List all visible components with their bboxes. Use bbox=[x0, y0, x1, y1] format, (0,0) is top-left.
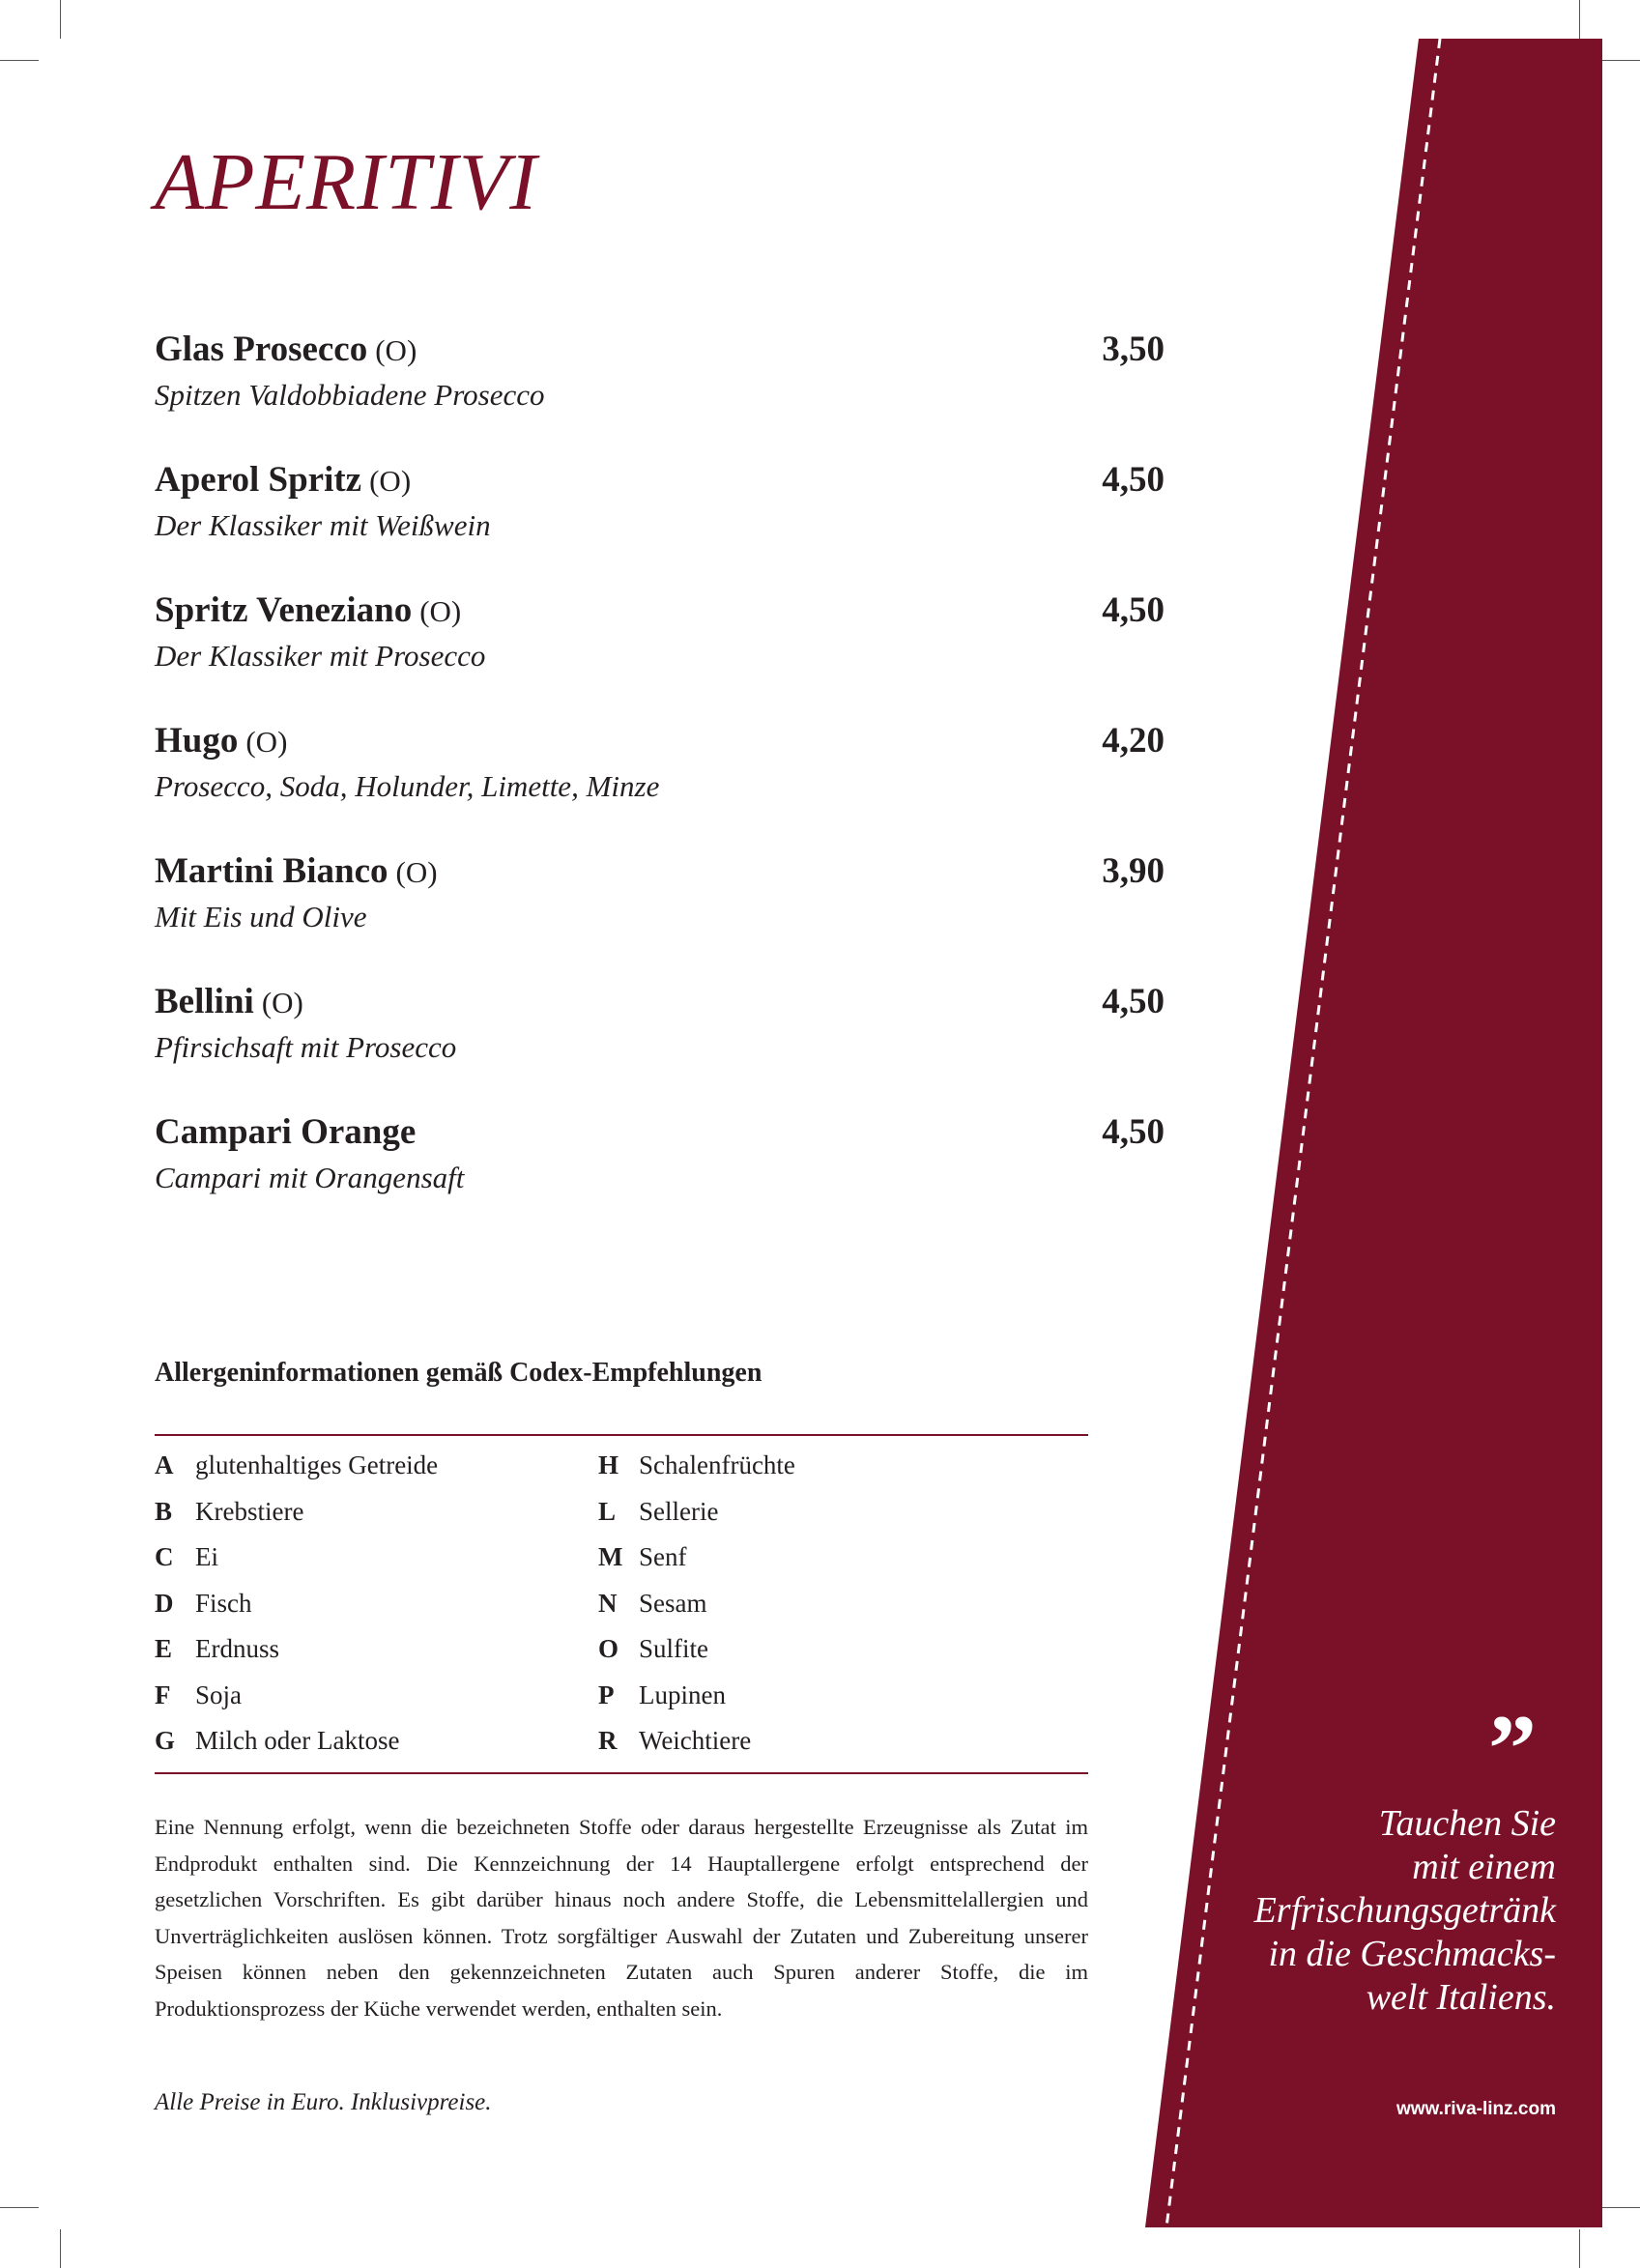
item-name-line bbox=[155, 720, 287, 763]
item-description: Spitzen Valdobbiadene Prosecco bbox=[155, 378, 545, 412]
item-description: Campari mit Orangensaft bbox=[155, 1161, 465, 1194]
item-name: Aperol Spritz bbox=[155, 460, 362, 500]
quote-icon: ” bbox=[1488, 1695, 1537, 1802]
allergen-code: E bbox=[155, 1634, 173, 1663]
item-allergen-code: (O) bbox=[245, 725, 288, 759]
item-allergen-code: (O) bbox=[261, 986, 303, 1019]
item-allergen-code: (O) bbox=[369, 464, 412, 498]
slogan bbox=[1169, 1802, 1556, 2020]
item-price: 3,90 bbox=[1102, 851, 1165, 891]
menu-item bbox=[155, 720, 1165, 850]
allergen-row bbox=[155, 1450, 438, 1496]
allergen-code: R bbox=[598, 1726, 618, 1755]
item-name-line bbox=[155, 850, 438, 894]
allergen-code: A bbox=[155, 1450, 174, 1479]
allergen-notice: Eine Nennung erfolgt, wenn die bezeichneten Stoffe oder daraus hergestellte Erzeugnisse als Zutat im Endprodukt enthalten sind. Die Kennzeichnung der 14 Hauptallergene erfolgt entsprechend der gesetzlichen Vorschriften. Es gibt darüber hinaus noch andere Stoffe, die Lebensmittelallergien und Unverträglichkeiten auslösen können. Trotz sorgfältiger Auswahl der Zutaten und Zubereitung unserer Speisen können neben den gekennzeichneten Zutaten auch Spuren anderer Stoffe, die im Produktionsprozess der Küche verwendet werden, enthalten sein. bbox=[155, 1815, 1088, 2021]
allergen-row bbox=[598, 1725, 795, 1771]
item-allergen-code: (O) bbox=[375, 333, 417, 367]
allergen-row bbox=[598, 1541, 795, 1588]
allergen-row bbox=[598, 1450, 795, 1496]
menu-item bbox=[155, 459, 1165, 589]
item-allergen-code: (O) bbox=[395, 855, 438, 889]
website-link[interactable]: www.riva-linz.com bbox=[1395, 2099, 1556, 2119]
allergen-label: Weichtiere bbox=[639, 1726, 752, 1755]
divider bbox=[155, 1772, 1088, 1774]
item-name-line bbox=[155, 1111, 423, 1155]
allergen-code: D bbox=[155, 1588, 174, 1618]
allergen-label: Senf bbox=[639, 1542, 687, 1571]
page-title: APERITIVI bbox=[155, 137, 538, 227]
allergen-code: B bbox=[155, 1496, 173, 1526]
menu-item bbox=[155, 589, 1165, 720]
allergen-code: M bbox=[598, 1542, 623, 1571]
allergen-row bbox=[598, 1679, 795, 1726]
allergen-row bbox=[155, 1725, 438, 1771]
allergen-label: Fisch bbox=[195, 1588, 252, 1618]
allergen-code: O bbox=[598, 1634, 619, 1663]
slogan-line: welt Italiens. bbox=[1366, 1977, 1556, 2018]
allergen-list-left bbox=[155, 1450, 438, 1771]
allergen-label: Schalenfrüchte bbox=[639, 1450, 795, 1479]
allergen-label: Sesam bbox=[639, 1588, 707, 1618]
item-name-line bbox=[155, 459, 411, 502]
allergen-label: Lupinen bbox=[639, 1679, 726, 1709]
allergen-row bbox=[155, 1679, 438, 1726]
item-name-line bbox=[155, 981, 303, 1024]
slogan-line: mit einem bbox=[1412, 1847, 1556, 1887]
allergen-row bbox=[155, 1496, 438, 1542]
allergen-label: Milch oder Laktose bbox=[195, 1726, 400, 1755]
allergen-heading: Allergeninformationen gemäß Codex-Empfehlungen bbox=[155, 1358, 762, 1388]
divider bbox=[155, 1434, 1088, 1436]
item-name: Glas Prosecco bbox=[155, 330, 368, 369]
item-name-line bbox=[155, 589, 461, 633]
slogan-line: Tauchen Sie bbox=[1378, 1803, 1556, 1844]
allergen-code: G bbox=[155, 1726, 176, 1755]
menu-item bbox=[155, 329, 1165, 459]
item-price: 4,50 bbox=[1102, 460, 1165, 500]
allergen-label: Krebstiere bbox=[195, 1496, 304, 1526]
item-name: Martini Bianco bbox=[155, 851, 388, 891]
price-note: Alle Preise in Euro. Inklusivpreise. bbox=[155, 2089, 492, 2115]
item-name-line bbox=[155, 329, 417, 372]
allergen-code: H bbox=[598, 1450, 619, 1479]
allergen-label: Ei bbox=[195, 1542, 218, 1571]
item-description: Der Klassiker mit Weißwein bbox=[155, 508, 491, 542]
menu-item bbox=[155, 981, 1165, 1111]
allergen-label: Sellerie bbox=[639, 1496, 719, 1526]
slogan-line: Erfrischungsgetränk bbox=[1253, 1890, 1556, 1931]
allergen-label: Erdnuss bbox=[195, 1634, 279, 1663]
allergen-code: C bbox=[155, 1542, 174, 1571]
allergen-label: Sulfite bbox=[639, 1634, 708, 1663]
item-price: 4,50 bbox=[1102, 982, 1165, 1021]
item-allergen-code: (O) bbox=[419, 594, 462, 628]
allergen-row bbox=[598, 1588, 795, 1634]
item-description: Mit Eis und Olive bbox=[155, 900, 367, 933]
allergen-row bbox=[598, 1633, 795, 1679]
menu-item bbox=[155, 1111, 1165, 1242]
slogan-line: in die Geschmacks- bbox=[1268, 1934, 1556, 1974]
item-description: Der Klassiker mit Prosecco bbox=[155, 639, 486, 673]
item-description: Prosecco, Soda, Holunder, Limette, Minze bbox=[155, 769, 660, 803]
item-name: Hugo bbox=[155, 721, 239, 761]
allergen-row bbox=[155, 1633, 438, 1679]
allergen-row bbox=[155, 1541, 438, 1588]
menu-item bbox=[155, 850, 1165, 981]
item-name: Campari Orange bbox=[155, 1112, 417, 1152]
allergen-list-right bbox=[598, 1450, 795, 1771]
allergen-label: Soja bbox=[195, 1679, 243, 1709]
item-price: 3,50 bbox=[1102, 330, 1165, 369]
allergen-code: L bbox=[598, 1496, 617, 1526]
allergen-code: F bbox=[155, 1679, 171, 1709]
item-name: Spritz Veneziano bbox=[155, 590, 413, 630]
allergen-row bbox=[598, 1496, 795, 1542]
allergen-code: P bbox=[598, 1679, 615, 1709]
menu-list bbox=[155, 329, 1165, 1242]
allergen-code: N bbox=[598, 1588, 618, 1618]
item-name: Bellini bbox=[155, 982, 254, 1021]
allergen-label: glutenhaltiges Getreide bbox=[195, 1450, 439, 1479]
item-price: 4,50 bbox=[1102, 590, 1165, 630]
item-price: 4,50 bbox=[1102, 1112, 1165, 1152]
item-description: Pfirsichsaft mit Prosecco bbox=[155, 1030, 457, 1064]
item-price: 4,20 bbox=[1102, 721, 1165, 761]
allergen-row bbox=[155, 1588, 438, 1634]
